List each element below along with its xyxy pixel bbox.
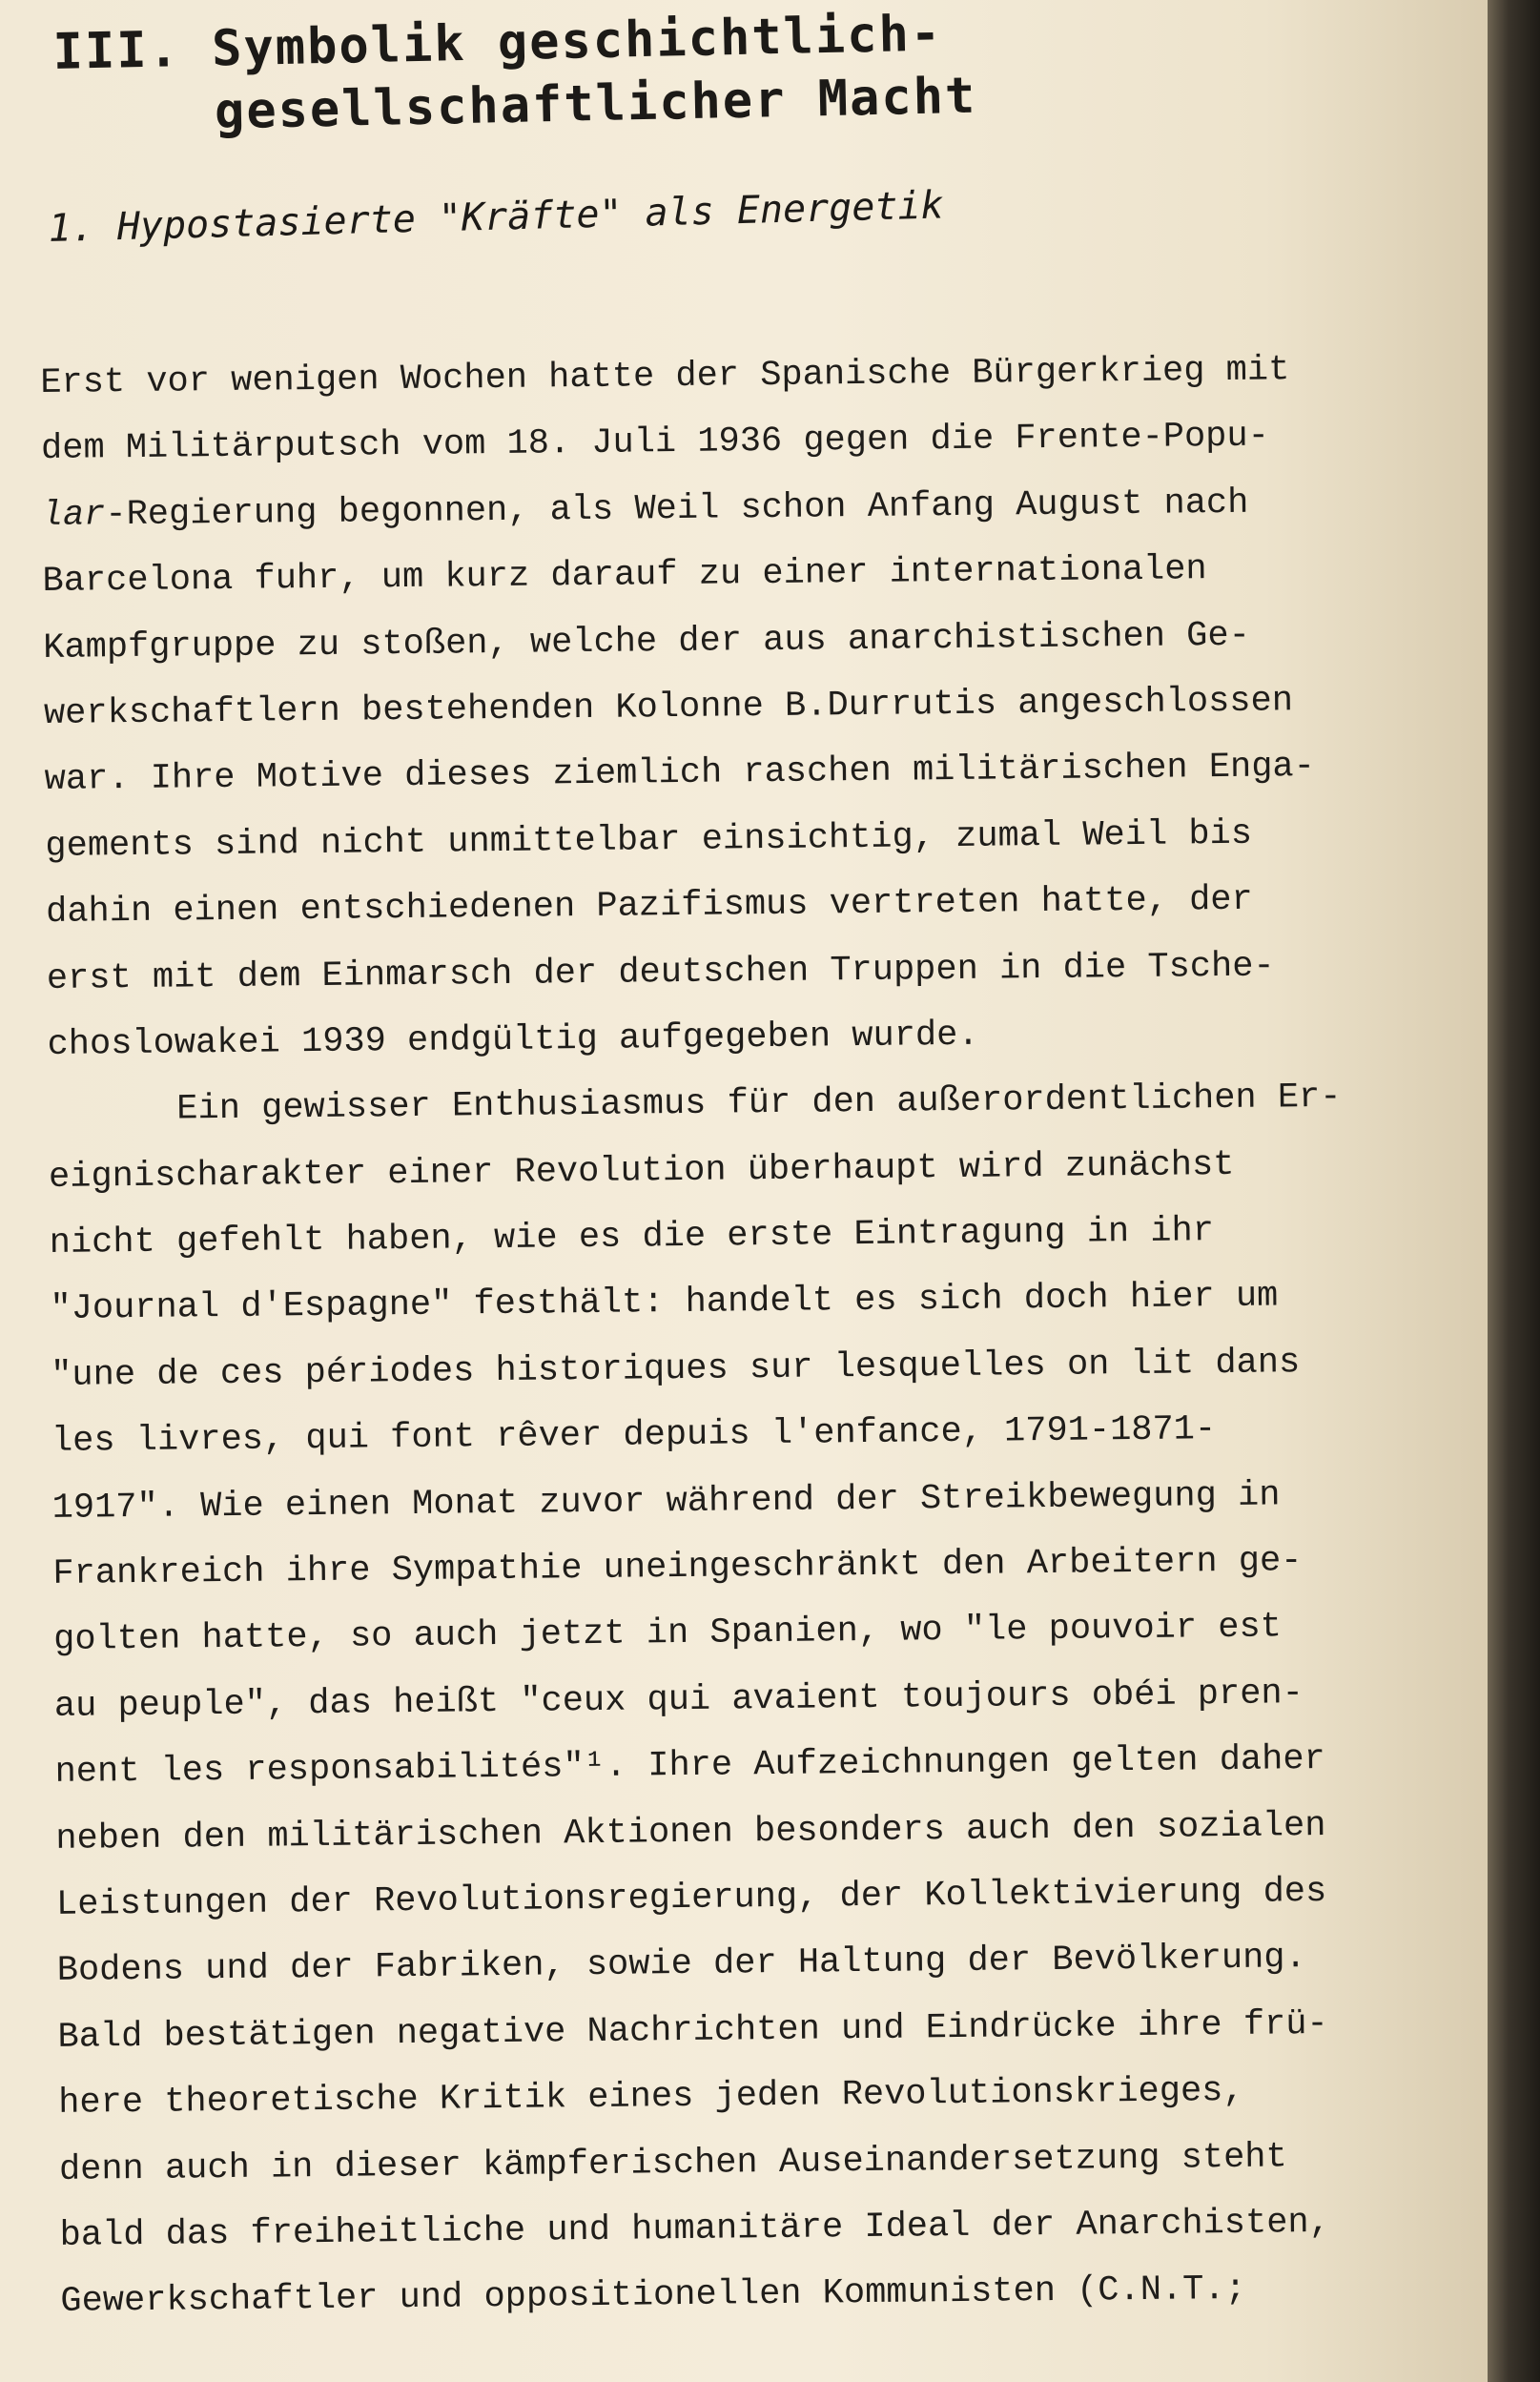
text-line: dahin einen entschiedenen Pazifismus vertreten hatte, der — [45, 879, 1253, 934]
text-line-rest: -Regierung begonnen, als Weil schon Anfang August nach — [105, 483, 1249, 536]
text-line: au peuple", das heißt "ceux qui avaient toujours obéi pren- — [53, 1674, 1304, 1727]
text-line: war. Ihre Motive dieses ziemlich raschen militärischen Enga- — [44, 747, 1316, 801]
text-line: les livres, qui font rêver depuis l'enfance, 1791-1871- — [51, 1409, 1217, 1463]
text-line: Barcelona fuhr, um kurz darauf zu einer internationalen — [42, 549, 1207, 603]
text-line: "Journal d'Espagne" festhält: handelt es sich doch hier um — [50, 1276, 1279, 1330]
text-line: bald das freiheitliche und humanitäre Ideal der Anarchisten, — [59, 2202, 1331, 2256]
text-line: here theoretische Kritik eines jeden Revolutionskrieges, — [58, 2071, 1244, 2125]
text-line: werkschaftlern bestehenden Kolonne B.Durrutis angeschlossen — [43, 681, 1294, 734]
text-line: 1917". Wie einen Monat zuvor während der Streikbewegung in — [51, 1475, 1281, 1529]
chapter-title — [52, 2, 977, 147]
text-line: denn auch in dieser kämpferischen Auseinandersetzung steht — [58, 2136, 1287, 2190]
text-line: nent les responsabilités"¹. Ihre Aufzeichnungen gelten daher — [54, 1739, 1325, 1794]
text-line: Erst vor wenigen Wochen hatte der Spanische Bürgerkrieg mit — [40, 350, 1290, 403]
text-line: Frankreich ihre Sympathie uneingeschränkt den Arbeitern ge- — [52, 1541, 1303, 1594]
page-edge-shadow — [1488, 0, 1540, 2382]
text-line: erst mit dem Einmarsch der deutschen Truppen in die Tsche- — [46, 945, 1275, 999]
chapter-title-line-2: gesellschaftlicher Macht — [214, 67, 977, 141]
text-line: Bald bestätigen negative Nachrichten und Eindrücke ihre frü- — [57, 2003, 1328, 2058]
text-line: Gewerkschaftler und oppositionellen Kommunisten (C.N.T.; — [60, 2269, 1246, 2323]
section-heading: 1. Hypostasierte "Kräfte" als Energetik — [48, 183, 945, 251]
text-line: "une de ces périodes historiques sur lesquelles on lit dans — [51, 1343, 1301, 1396]
body-text — [40, 336, 1488, 2336]
text-line-paragraph-start: Ein gewisser Enthusiasmus für den außerordentlichen Er- — [176, 1078, 1342, 1130]
text-line: Bodens und der Fabriken, sowie der Haltung der Bevölkerung. — [56, 1938, 1306, 1992]
text-line: nicht gefehlt haben, wie es die erste Eintragung in ihr — [49, 1211, 1215, 1264]
text-line: gements sind nicht unmittelbar einsichtig, zumal Weil bis — [45, 813, 1253, 867]
text-line: Leistungen der Revolutionsregierung, der Kollektivierung des — [55, 1871, 1327, 1925]
text-line: Kampfgruppe zu stoßen, welche der aus anarchistischen Ge- — [43, 615, 1251, 668]
text-line: choslowakei 1939 endgültig aufgegeben wurde. — [47, 1015, 979, 1065]
chapter-title-line-1: III. Symbolik geschichtlich- — [52, 5, 943, 81]
text-line: golten hatte, so auch jetzt in Spanien, wo "le pouvoir est — [52, 1607, 1283, 1661]
text-line: neben den militärischen Aktionen besonders auch den sozialen — [55, 1805, 1326, 1859]
text-line: dem Militärputsch vom 18. Juli 1936 gegen die Frente-Popu- — [40, 416, 1270, 470]
text-line: eignischarakter einer Revolution überhaupt wird zunächst — [48, 1144, 1235, 1198]
italic-term: lar — [41, 495, 106, 536]
